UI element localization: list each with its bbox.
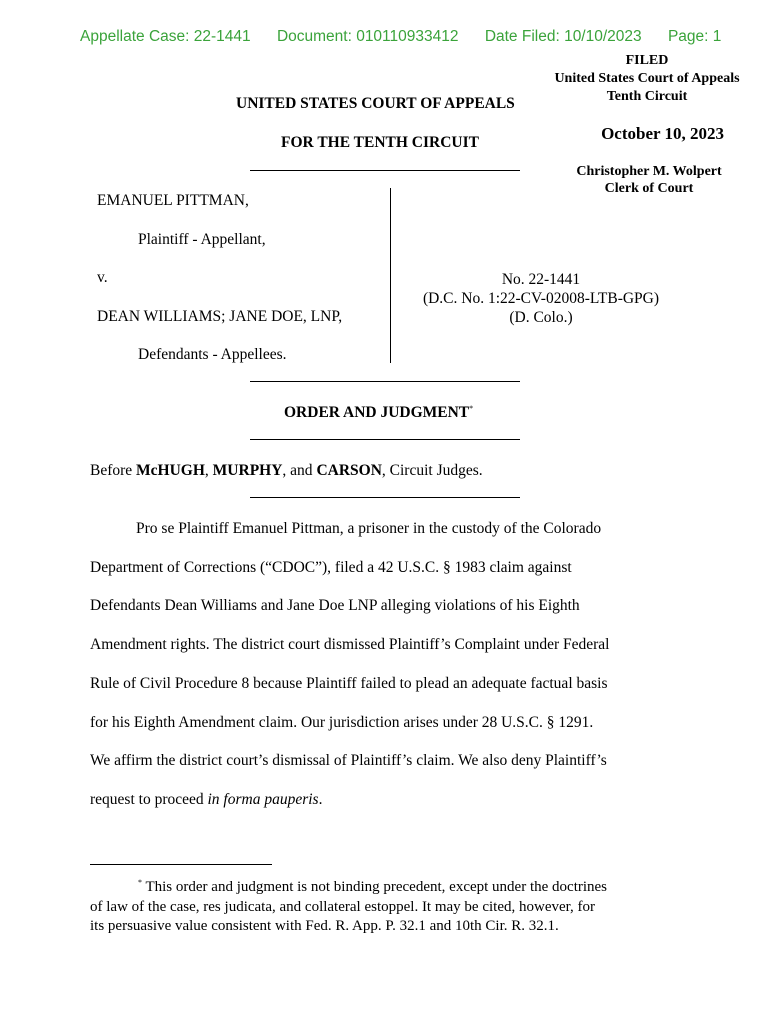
district: (D. Colo.) [509,309,573,326]
clerk-block [554,163,744,197]
footnote-line-1 [90,873,682,898]
header-document: Document: 010110933412 [276,28,459,45]
panel-sep2: , and [282,462,317,479]
filed-stamp [532,52,762,106]
judge-murphy: MURPHY [212,462,283,479]
case-info [410,270,672,327]
footnote-line-1-text: This order and judgment is not binding precedent, except under the doctrines [142,879,608,895]
stamp-court: United States Court of Appeals [554,71,740,86]
plaintiff-name: EMANUEL PITTMAN, [97,192,249,209]
stamp-filed: FILED [625,53,669,68]
footnote-line-3: its persuasive value consistent with Fed. R. App. P. 32.1 and 10th Cir. R. 32.1. [90,918,559,934]
versus: v. [97,269,108,286]
defendants-name: DEAN WILLIAMS; JANE DOE, LNP, [97,308,343,325]
panel-line [90,462,483,480]
judge-mchugh: McHUGH [136,462,205,479]
panel-before: Before [90,462,137,479]
filing-header [80,28,743,46]
order-footnote-marker: * [469,404,474,413]
body-line-1: Pro se Plaintiff Emanuel Pittman, a prisoner in the custody of the Colorado [136,520,602,537]
divider-order-top [250,381,520,382]
body-line-2: Department of Corrections (“CDOC”), filed a 42 U.S.C. § 1983 claim against [90,558,572,576]
judge-carson: CARSON [316,462,382,479]
body-line-6: for his Eighth Amendment claim. Our jurisdiction arises under 28 U.S.C. § 1291. [90,713,594,731]
body-line-4: Amendment rights. The district court dismissed Plaintiff’s Complaint under Federal [90,636,610,654]
divider-panel [250,497,520,498]
body-line-8-prefix: request to proceed [90,790,208,808]
court-name: UNITED STATES COURT OF APPEALS [236,95,515,112]
defendants-role: Defendants - Appellees. [138,346,287,363]
court-circuit: FOR THE TENTH CIRCUIT [281,134,479,151]
body-line-8-italic: in forma pauperis [207,790,319,808]
divider-order-bottom [250,439,520,440]
header-page: Page: 1 [667,28,722,45]
footnote-line-2: of law of the case, res judicata, and collateral estoppel. It may be cited, however, for [90,898,596,915]
case-number: No. 22-1441 [501,271,581,288]
header-date-filed: Date Filed: 10/10/2023 [484,28,642,45]
panel-sep1: , [204,462,213,479]
caption-divider [390,188,391,363]
stamp-circuit: Tenth Circuit [606,89,688,104]
plaintiff-role: Plaintiff - Appellant, [138,231,266,248]
body-line-7: We affirm the district court’s dismissal of Plaintiff’s claim. We also deny Plaintiff’s [90,752,607,770]
clerk-title: Clerk of Court [604,181,694,196]
order-title-text: ORDER AND JUDGMENT [284,404,470,422]
opinion-body [90,510,680,820]
divider-top [250,170,520,171]
header-case: Appellate Case: 22-1441 [80,28,251,45]
body-line-8 [90,781,680,820]
stamp-date: October 10, 2023 [601,124,724,143]
footnote-marker: * [138,878,142,887]
order-title [284,404,473,422]
body-line-8-suffix: . [318,790,323,808]
body-line-3: Defendants Dean Williams and Jane Doe LNP alleging violations of his Eighth [90,597,580,615]
body-line-5: Rule of Civil Procedure 8 because Plaintiff failed to plead an adequate factual basis [90,674,608,692]
clerk-name: Christopher M. Wolpert [576,164,722,179]
footnote-divider [90,864,272,865]
panel-suffix: , Circuit Judges. [381,462,483,479]
footnote [90,873,682,937]
district-case-number: (D.C. No. 1:22-CV-02008-LTB-GPG) [422,290,660,307]
